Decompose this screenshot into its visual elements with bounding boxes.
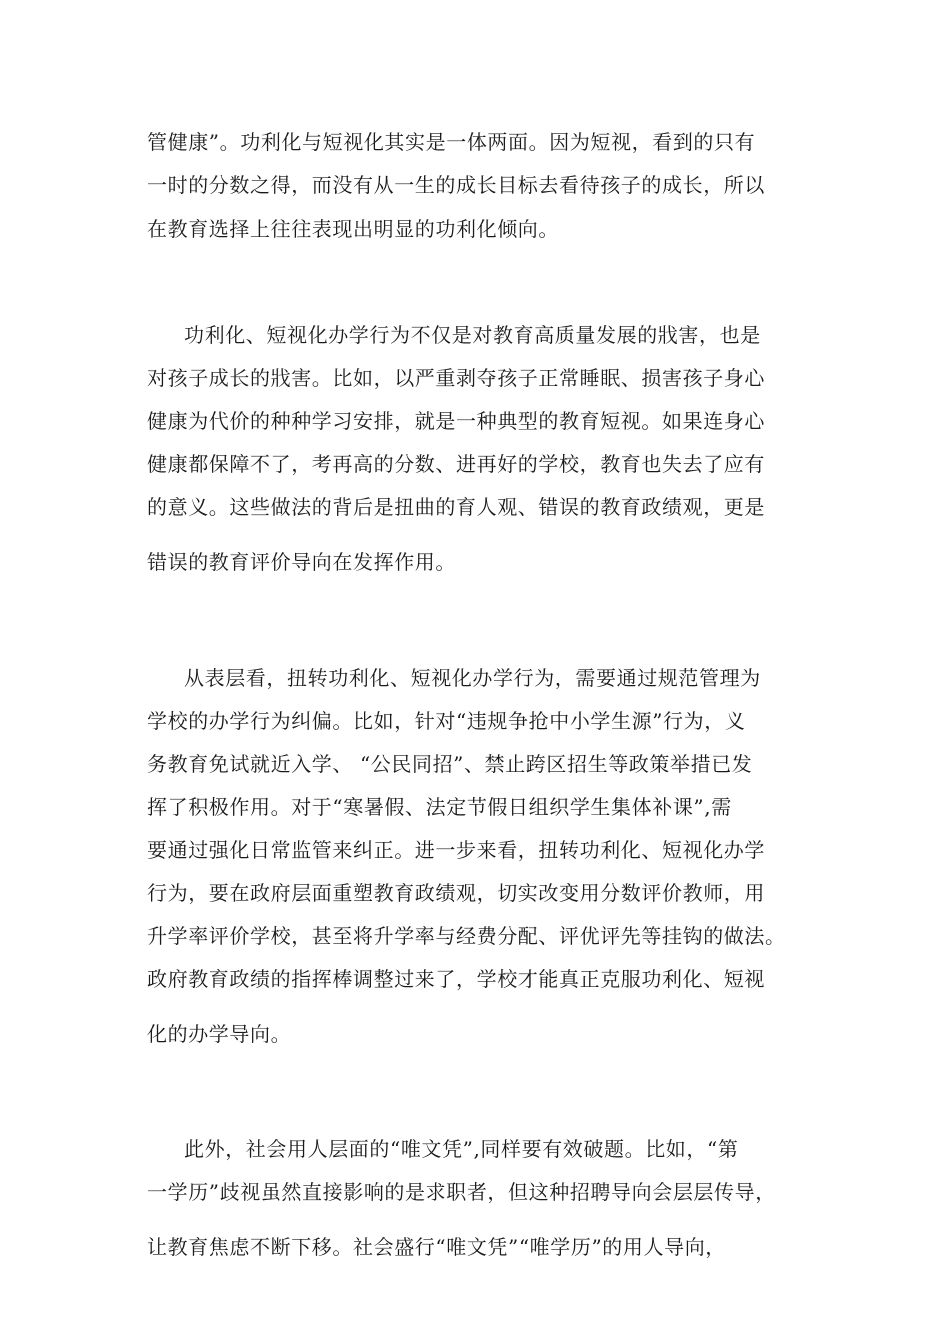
paragraph-3-line-3: 务教育免试就近入学、 “公民同招”、禁止跨区招生等政策举措已发 (147, 752, 753, 776)
paragraph-2-line-3: 健康为代价的种种学习安排，就是一种典型的教育短视。如果连身心 (147, 409, 765, 433)
paragraph-3-line-2: 学校的办学行为纠偏。比如，针对“违规争抢中小学生源”行为，义 (147, 709, 746, 733)
paragraph-2-line-4: 健康都保障不了，考再高的分数、进再好的学校，教育也失去了应有 (147, 452, 765, 476)
paragraph-2-line-2: 对孩子成长的戕害。比如，以严重剥夺孩子正常睡眠、损害孩子身心 (147, 366, 765, 390)
paragraph-3-line-4: 挥了积极作用。对于“寒暑假、法定节假日组织学生集体补课”,需 (147, 795, 732, 819)
paragraph-3-line-5: 要通过强化日常监管来纠正。进一步来看，扭转功利化、短视化办学 (147, 838, 765, 862)
paragraph-4-line-1: 此外，社会用人层面的“唯文凭”,同样要有效破题。比如，“第 (184, 1137, 739, 1161)
paragraph-1-line-2: 一时的分数之得，而没有从一生的成长目标去看待孩子的成长，所以 (147, 173, 765, 197)
paragraph-3-line-6: 行为，要在政府层面重塑教育政绩观，切实改变用分数评价教师，用 (147, 881, 765, 905)
paragraph-4-line-3: 让教育焦虑不断下移。社会盛行“唯文凭”“唯学历”的用人导向， (147, 1235, 726, 1259)
paragraph-1-line-3: 在教育选择上往往表现出明显的功利化倾向。 (147, 217, 559, 241)
paragraph-3-line-8: 政府教育政绩的指挥棒调整过来了，学校才能真正克服功利化、短视 (147, 967, 765, 991)
paragraph-3-line-7: 升学率评价学校，甚至将升学率与经费分配、评优评先等挂钩的做法。 (147, 924, 786, 948)
paragraph-3-line-9: 化的办学导向。 (147, 1022, 292, 1046)
paragraph-2-line-6: 错误的教育评价导向在发挥作用。 (147, 550, 456, 574)
paragraph-2-line-5: 的意义。这些做法的背后是扭曲的育人观、错误的教育政绩观，更是 (147, 495, 765, 519)
paragraph-3-line-1: 从表层看，扭转功利化、短视化办学行为，需要通过规范管理为 (184, 666, 761, 690)
paragraph-2-line-1: 功利化、短视化办学行为不仅是对教育高质量发展的戕害，也是 (184, 323, 761, 347)
paragraph-1-line-1: 管健康”。功利化与短视化其实是一体两面。因为短视，看到的只有 (147, 130, 756, 154)
paragraph-4-line-2: 一学历”歧视虽然直接影响的是求职者，但这种招聘导向会层层传导， (147, 1180, 776, 1204)
